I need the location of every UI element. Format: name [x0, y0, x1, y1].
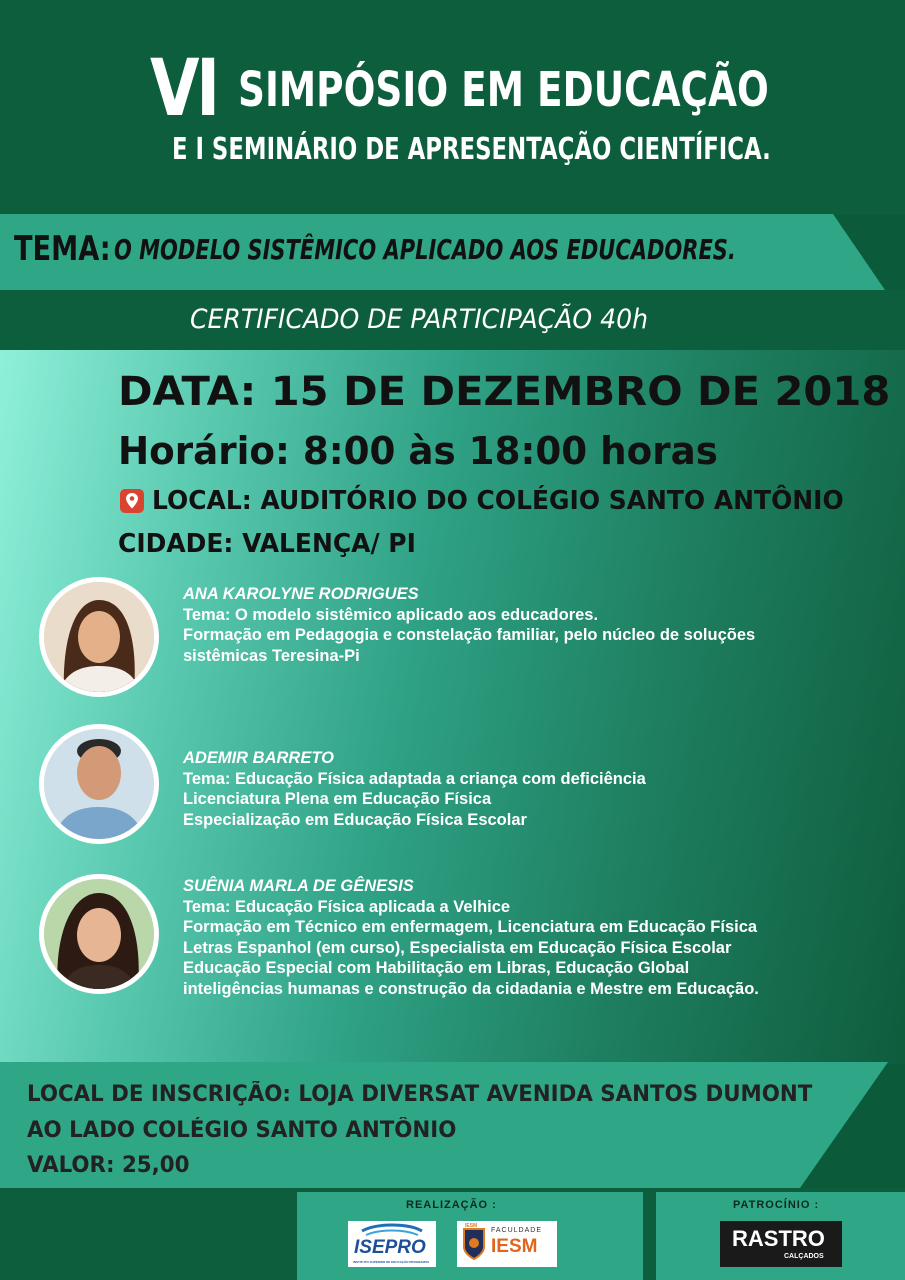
isepro-logo [348, 1221, 436, 1267]
iesm-logo-text: IESM [491, 1236, 538, 1257]
tema-label: TEMA: [14, 229, 111, 269]
event-time: Horário: 8:00 às 18:00 horas [118, 429, 718, 473]
speaker-photo-avatar [39, 874, 159, 994]
rastro-logo-text: RASTRO [732, 1226, 825, 1251]
certificate-text: CERTIFICADO DE PARTICIPAÇÃO 40h [190, 304, 649, 335]
speaker-name: ADEMIR BARRETO [183, 749, 334, 767]
event-location: LOCAL: AUDITÓRIO DO COLÉGIO SANTO ANTÔNIO [152, 486, 844, 516]
sponsors-label: PATROCÍNIO : [733, 1199, 820, 1211]
isepro-tagline: INSTITUTO SUPERIOR DE EDUCAÇÃO PROGRAMUS [353, 1260, 430, 1264]
event-title: SIMPÓSIO EM EDUCAÇÃO [238, 62, 769, 118]
speaker-detail: Letras Espanhol (em curso), Especialista em Educação Física Escolar [183, 938, 732, 957]
speaker-detail: Tema: O modelo sistêmico aplicado aos educadores. [183, 605, 599, 624]
event-city: CIDADE: VALENÇA/ PI [118, 529, 416, 559]
speaker-detail: Formação em Técnico em enfermagem, Licenciatura em Educação Física [183, 918, 758, 936]
speaker-info [183, 876, 759, 999]
person-portrait-icon [44, 582, 154, 692]
iesm-shield-icon [462, 1227, 486, 1261]
iesm-small-label: IESM [465, 1223, 478, 1229]
registration-price: VALOR: 25,00 [27, 1153, 190, 1178]
speaker-name: ANA KAROLYNE RODRIGUES [183, 585, 419, 603]
speaker-detail: Tema: Educação Física aplicada a Velhice [183, 897, 511, 916]
registration-location: LOCAL DE INSCRIÇÃO: LOJA DIVERSAT AVENIDA SANTOS DUMONT [27, 1082, 813, 1107]
tema-text: O MODELO SISTÊMICO APLICADO AOS EDUCADORES. [114, 233, 736, 266]
person-portrait-icon [44, 879, 154, 989]
rastro-sub-text: CALÇADOS [784, 1253, 824, 1260]
organizers-label: REALIZAÇÃO : [406, 1199, 497, 1211]
map-pin-icon [119, 488, 145, 514]
person-portrait-icon [44, 729, 154, 839]
speaker-detail: sistêmicas Teresina-Pi [183, 646, 360, 665]
speaker-photo-avatar [39, 724, 159, 844]
speaker-detail: Especialização em Educação Física Escolar [183, 810, 527, 829]
title-roman-numeral: VI [150, 44, 217, 134]
speaker-detail: Tema: Educação Física adaptada a criança com deficiência [183, 769, 646, 788]
iesm-faculdade-label: FACULDADE [491, 1227, 543, 1234]
speaker-detail: Licenciatura Plena em Educação Física [183, 790, 492, 808]
speaker-detail: Formação em Pedagogia e constelação familiar, pelo núcleo de soluções [183, 626, 756, 644]
speaker-info [183, 584, 755, 666]
speaker-photo-avatar [39, 577, 159, 697]
speaker-name: SUÊNIA MARLA DE GÊNESIS [183, 877, 414, 895]
registration-location-detail: AO LADO COLÉGIO SANTO ANTÔNIO [27, 1118, 457, 1143]
rastro-logo [720, 1221, 842, 1267]
speaker-detail: inteligências humanas e construção da cidadania e Mestre em Educação. [183, 979, 759, 998]
speaker-detail: Educação Especial com Habilitação em Libras, Educação Global [183, 959, 690, 977]
event-subtitle: E I SEMINÁRIO DE APRESENTAÇÃO CIENTÍFICA. [172, 132, 771, 167]
event-date: DATA: 15 DE DEZEMBRO DE 2018 [118, 369, 891, 415]
speaker-info [183, 748, 646, 830]
isepro-logo-text: ISEPRO [354, 1237, 426, 1258]
iesm-logo [457, 1221, 557, 1267]
